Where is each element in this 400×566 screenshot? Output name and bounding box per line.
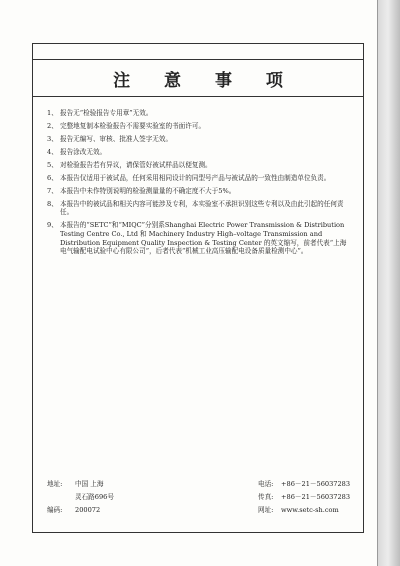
list-item [47,109,352,118]
note-text: 报告无编写、审核、批准人签字无效。 [60,134,173,143]
list-item [47,161,352,170]
note-number: 9、 [47,221,58,230]
note-text: 报告涂改无效。 [60,147,107,156]
note-text: 本报告中的被试品和相关内容可能涉及专利，本实验室不承担识别这些专利以及由此引起的任何责任。 [60,199,344,217]
note-number: 1、 [47,109,58,117]
note-text: 报告无“检验报告专用章”无效。 [60,109,153,117]
note-number: 2、 [47,121,58,130]
note-number: 3、 [47,134,58,143]
document-frame [32,43,364,533]
list-item [47,174,352,183]
list-item [47,187,352,196]
note-number: 4、 [47,147,58,156]
note-number: 8、 [47,199,58,208]
list-item [47,122,352,131]
list-item [47,221,352,255]
list-item [47,200,352,217]
postcode-label: 编码: [47,506,63,514]
fax-label: 传真: [258,493,274,501]
fax-value: +86－21－56037283 [281,493,351,501]
note-text: 本报告仅适用于被试品，任何采用相同设计的同型号产品与被试品的一致性由制造单位负责。 [60,173,331,182]
address-label: 地址: [47,480,63,488]
note-text: 完整地复制本检验报告不需要实验室的书面许可。 [60,121,206,130]
note-number: 6、 [47,173,58,182]
note-number: 5、 [47,160,58,169]
binding-gutter [378,0,400,566]
phone-label: 电话: [258,480,274,488]
address-line-2: 灵石路696号 [75,493,114,501]
note-text: 本报告中未作特别说明的检验测量量的不确定度不大于5%。 [60,186,236,195]
note-number: 7、 [47,186,58,195]
website-value: www.setc-sh.com [281,506,339,514]
postcode-value: 200072 [75,506,101,514]
phone-value: +86－21－56037283 [281,480,351,488]
website-label: 网址: [258,506,274,514]
address-line-1: 中国 上海 [75,480,104,488]
notes-list [47,109,352,260]
note-text: 对检验报告若有异议，请保管好被试样品以便复测。 [60,160,212,169]
list-item [47,135,352,144]
list-item [47,148,352,157]
note-text: 本报告的“SETC”和“MIQC”分别系Shanghai Electric Power Transmission & Distribution Testing Centre Co., Ltd 和 Machinery Industry High–voltage Transmission and Distribution Equipment Quality Inspection & Testing Center 的英文缩写，前者代表“上海电气输配电试验中心有限公司”，后者代表“机械工业高压输配电设备质量检测中心”。 [60,221,347,256]
contact-footer [33,442,363,532]
title-bar [33,59,363,97]
page-title: 注 意 事 项 [113,70,297,91]
